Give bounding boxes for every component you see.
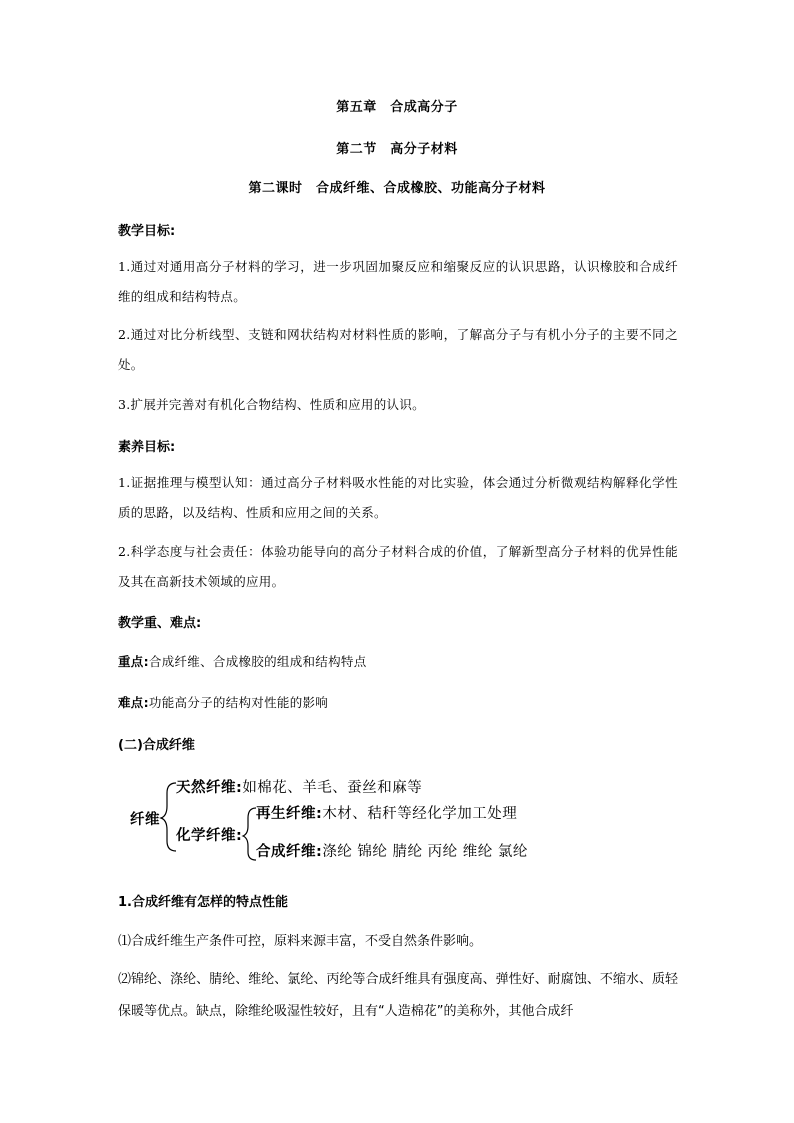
answer-item-2: ⑵锦纶、涤纶、腈纶、维纶、氯纶、丙纶等合成纤维具有强度高、弹性好、耐腐蚀、不缩水、质轻保暖等优点。缺点，除维纶吸湿性较好，且有“人造棉花”的美称外，其他合成纤: [118, 972, 678, 1019]
literacy-goals-heading: 素养目标:: [118, 440, 176, 455]
answer-item-1: ⑴合成纤维生产条件可控，原料来源丰富，不受自然条件影响。: [118, 934, 483, 949]
subsection-title: (二)合成纤维: [118, 738, 195, 753]
difficult-point-line: [118, 693, 328, 711]
chapter-title: 第五章 合成高分子: [336, 100, 458, 115]
teaching-goal-3: 3.扩展并完善对有机化合物结构、性质和应用的认识。: [118, 397, 425, 412]
key-points-heading: 教学重、难点:: [118, 616, 202, 631]
literacy-goal-1: 1.证据推理与模型认知：通过高分子材料吸水性能的对比实验，体会通过分析微观结构解释化学性质的思路，以及结构、性质和应用之间的关系。: [118, 475, 678, 520]
teaching-goal-2: 2.通过对比分析线型、支链和网状结构对材料性质的影响，了解高分子与有机小分子的主要不同之处。: [118, 327, 678, 372]
diagram-root-label: 纤维: [130, 812, 160, 828]
natural-fiber-row: [176, 776, 422, 797]
inner-brace: [243, 808, 256, 860]
teaching-goals-heading: 教学目标:: [118, 224, 176, 239]
key-point-text: 合成纤维、合成橡胶的组成和结构特点: [148, 654, 367, 669]
key-point-label: 重点:: [118, 654, 149, 669]
regenerated-fiber-row: [256, 802, 517, 823]
literacy-goal-2: 2.科学态度与社会责任：体验功能导向的高分子材料合成的价值，了解新型高分子材料的优异性能及其在高新技术领域的应用。: [118, 544, 678, 589]
regenerated-fiber-text: 木材、秸秆等经化学加工处理: [322, 806, 518, 822]
teaching-goal-1: 1.通过对通用高分子材料的学习，进一步巩固加聚反应和缩聚反应的认识思路，认识橡胶和合成纤维的组成和结构特点。: [118, 259, 678, 304]
natural-fiber-label: 天然纤维:: [176, 780, 243, 796]
chemical-fiber-label: 化学纤维:: [176, 828, 243, 844]
regenerated-fiber-label: 再生纤维:: [256, 806, 323, 822]
synthetic-fiber-label: 合成纤维:: [256, 844, 323, 860]
question-heading: 1.合成纤维有怎样的特点性能: [118, 895, 288, 910]
lesson-title: 第二课时 合成纤维、合成橡胶、功能高分子材料: [248, 181, 546, 196]
difficult-point-text: 功能高分子的结构对性能的影响: [148, 695, 329, 710]
chemical-fiber-row: [176, 824, 242, 845]
natural-fiber-text: 如棉花、羊毛、蚕丝和麻等: [242, 780, 423, 796]
section-title: 第二节 高分子材料: [336, 142, 458, 157]
difficult-point-label: 难点:: [118, 695, 149, 710]
synthetic-fiber-text: 涤纶 锦纶 腈纶 丙纶 维纶 氯纶: [322, 844, 528, 860]
outer-brace: [161, 783, 176, 851]
key-point-line: [118, 652, 367, 670]
synthetic-fiber-row: [256, 840, 528, 861]
